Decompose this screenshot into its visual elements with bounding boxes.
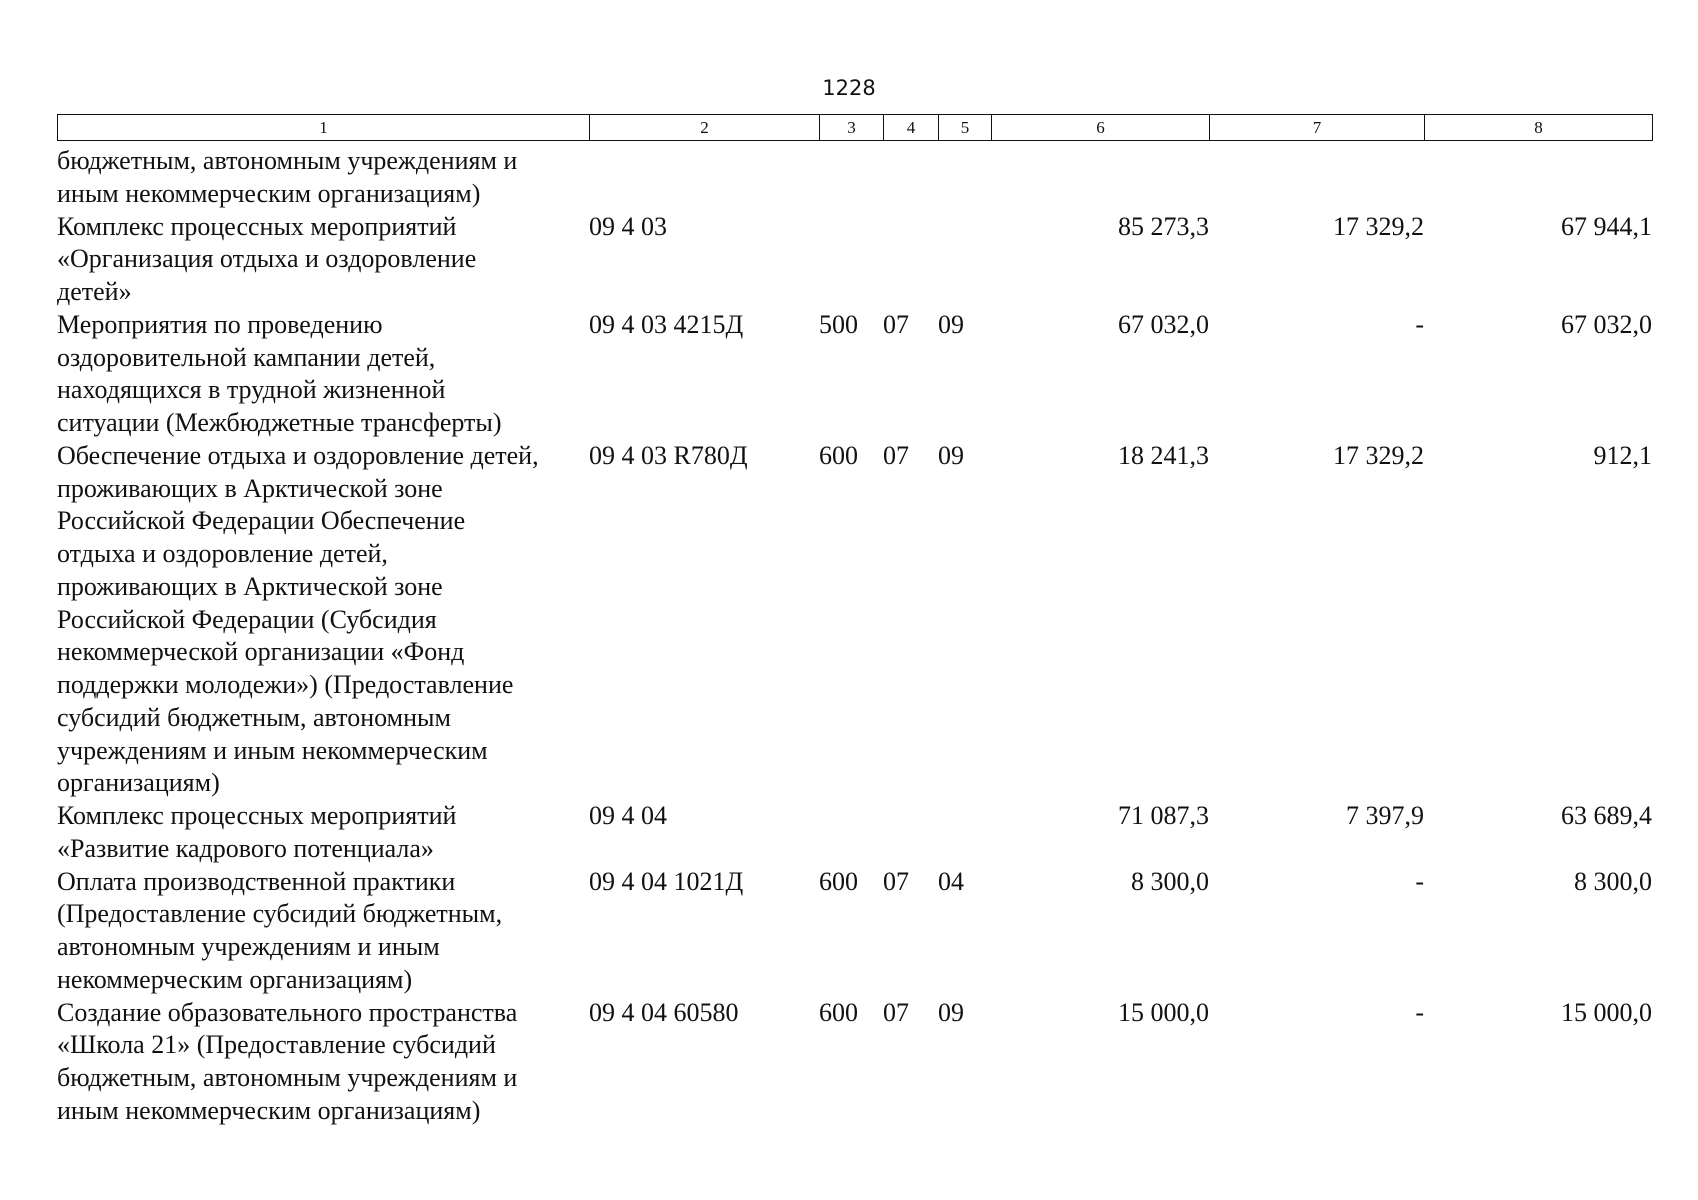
amount-column-8: 63 689,4 [1561,801,1652,830]
table-row [57,800,1652,866]
subsection-code: 09 [938,997,964,1027]
description-line: Обеспечение отдыха и оздоровление детей, [57,440,539,470]
section-code [883,211,938,309]
amount-column-7: - [1415,866,1424,896]
description-line: находящихся в трудной жизненной [57,375,446,405]
description-line: автономным учреждениям и иным [57,932,440,961]
target-article-code: 09 4 03 4215Д [589,309,744,339]
column-header-3: 3 [820,115,884,141]
description-line: проживающих в Арктической зоне [57,571,443,601]
amount-total: 67 032,0 [1118,309,1209,339]
description-line: бюджетным, автономным учреждениям и [57,146,518,175]
expense-type-code [819,800,883,866]
column-header-5: 5 [939,115,992,141]
amount-column-8 [1424,145,1652,211]
expense-type-code: 500 [819,309,858,339]
section-code: 07 [883,440,909,470]
table-row [57,211,1652,309]
page-number: 1228 [822,76,876,100]
section-code: 07 [883,309,909,339]
table-row [57,440,1652,800]
subsection-code: 09 [938,440,964,470]
target-article-code: 09 4 03 [589,211,667,241]
description-line: иным некоммерческим организациям) [57,178,481,208]
target-article-code: 09 4 03 R780Д [589,440,748,470]
column-header-7: 7 [1210,115,1425,141]
amount-column-7 [1209,145,1424,211]
amount-column-7: 7 397,9 [1346,801,1424,830]
amount-column-8: 912,1 [1593,440,1652,470]
row-description [57,211,589,309]
table-row [57,997,1652,1128]
section-code [883,145,938,211]
column-header-6: 6 [992,115,1210,141]
expense-type-code: 600 [819,997,858,1027]
description-line: детей» [57,277,132,306]
section-code: 07 [883,866,909,896]
amount-column-8: 67 944,1 [1561,211,1652,241]
column-header-8: 8 [1425,115,1653,141]
table-row [57,866,1652,997]
table-row [57,145,1652,211]
amount-total: 8 300,0 [1131,866,1209,896]
description-line: некоммерческой организации «Фонд [57,637,465,667]
description-line: Создание образовательного пространства [57,997,518,1027]
target-article-code [589,145,819,211]
description-line: «Организация отдыха и оздоровление [57,244,477,274]
target-article-code: 09 4 04 [589,801,667,830]
description-line: оздоровительной кампании детей, [57,342,436,372]
subsection-code: 04 [938,866,964,896]
description-line: Оплата производственной практики [57,866,456,896]
amount-column-7: - [1415,997,1424,1027]
description-line: «Школа 21» (Предоставление субсидий [57,1030,496,1060]
description-line: Российской Федерации (Субсидия [57,604,437,634]
description-line: «Развитие кадрового потенциала» [57,833,434,863]
row-description [57,866,589,997]
description-line: учреждениям и иным некоммерческим [57,735,488,765]
column-header-table [57,114,1653,141]
amount-total [991,145,1209,211]
table-body [57,145,1652,1128]
amount-column-8: 15 000,0 [1561,997,1652,1027]
amount-column-8: 8 300,0 [1574,866,1652,896]
target-article-code: 09 4 04 1021Д [589,866,744,896]
description-line: (Предоставление субсидий бюджетным, [57,899,503,929]
description-line: ситуации (Межбюджетные трансферты) [57,408,502,437]
row-description [57,440,589,800]
budget-table [57,145,1652,1128]
amount-column-7: 17 329,2 [1333,211,1424,241]
description-line: иным некоммерческим организациям) [57,1095,481,1125]
column-header-1: 1 [58,115,590,141]
subsection-code [938,800,991,866]
description-line: поддержки молодежи») (Предоставление [57,670,514,699]
description-line: Мероприятия по проведению [57,309,383,339]
column-header-row [58,115,1653,141]
description-line: отдыха и оздоровление детей, [57,539,388,568]
row-description [57,997,589,1128]
description-line: субсидий бюджетным, автономным [57,702,451,732]
row-description [57,309,589,440]
target-article-code: 09 4 04 60580 [589,997,739,1027]
description-line: бюджетным, автономным учреждениям и [57,1063,518,1092]
description-line: проживающих в Арктической зоне [57,473,443,503]
description-line: организациям) [57,768,220,798]
subsection-code: 09 [938,309,964,339]
description-line: Комплекс процессных мероприятий [57,211,457,241]
amount-total: 15 000,0 [1118,997,1209,1027]
column-header-4: 4 [884,115,939,141]
description-line: Российской Федерации Обеспечение [57,506,466,536]
amount-column-7: 17 329,2 [1333,440,1424,470]
description-line: Комплекс процессных мероприятий [57,801,457,830]
row-description [57,800,589,866]
expense-type-code: 600 [819,440,858,470]
amount-column-8: 67 032,0 [1561,309,1652,339]
amount-column-7: - [1415,309,1424,339]
expense-type-code: 600 [819,866,858,896]
table-row [57,309,1652,440]
subsection-code [938,145,991,211]
expense-type-code [819,145,883,211]
amount-total: 71 087,3 [1118,801,1209,830]
row-description [57,145,589,211]
amount-total: 85 273,3 [1118,211,1209,241]
column-header-2: 2 [590,115,820,141]
amount-total: 18 241,3 [1118,440,1209,470]
expense-type-code [819,211,883,309]
section-code [883,800,938,866]
description-line: некоммерческим организациям) [57,964,413,994]
subsection-code [938,211,991,309]
section-code: 07 [883,997,909,1027]
